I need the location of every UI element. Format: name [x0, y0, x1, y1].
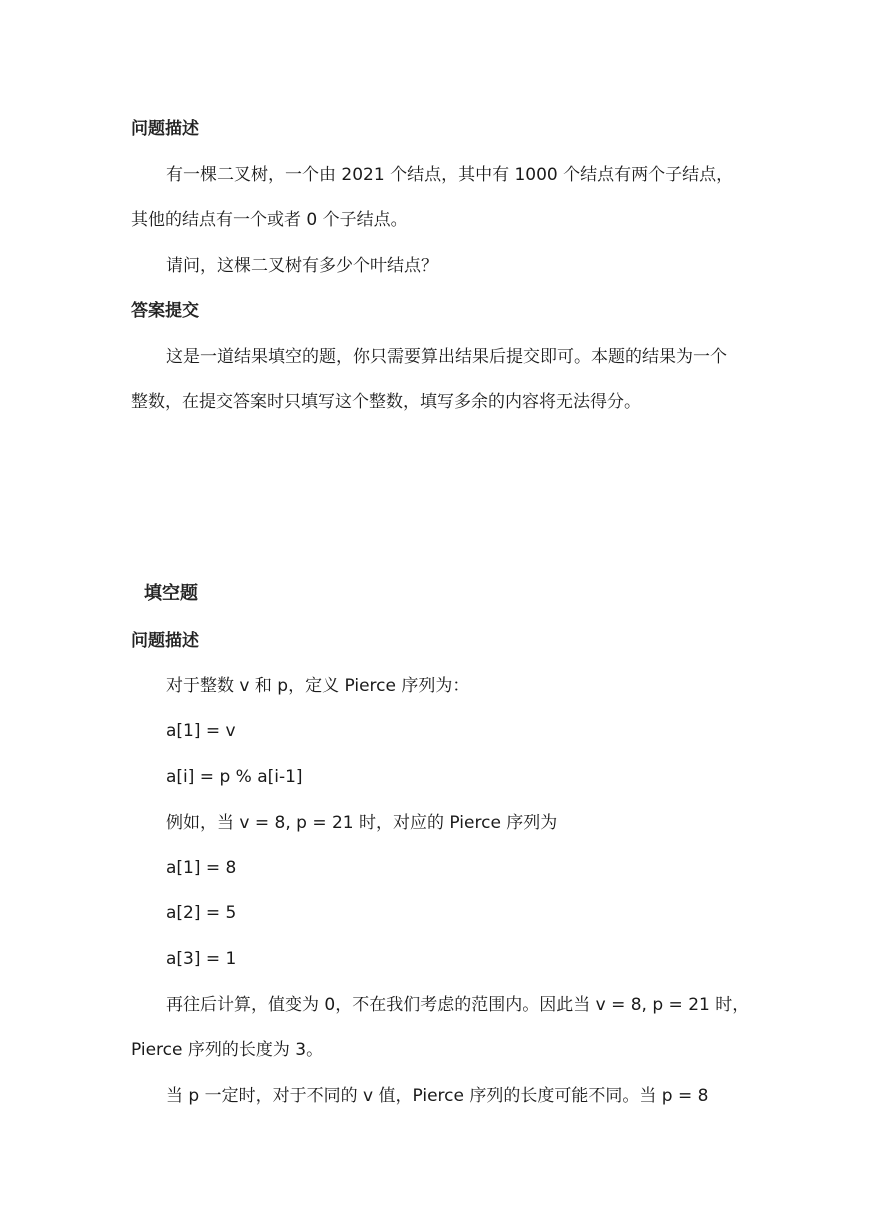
formula-line: a[1] = 8	[166, 858, 237, 878]
answer-submit-heading: 答案提交	[131, 301, 199, 321]
paragraph-line: 这是一道结果填空的题，你只需要算出结果后提交即可。本题的结果为一个	[166, 347, 727, 367]
paragraph-line: 再往后计算，值变为 0，不在我们考虑的范围内。因此当 v = 8, p = 21 时，	[166, 995, 750, 1015]
paragraph-line: 当 p 一定时，对于不同的 v 值，Pierce 序列的长度可能不同。当 p = 8	[166, 1086, 709, 1106]
paragraph-line: 请问，这棵二叉树有多少个叶结点？	[166, 256, 438, 276]
paragraph-line: Pierce 序列的长度为 3。	[131, 1040, 324, 1060]
formula-line: a[1] = v	[166, 721, 236, 741]
paragraph-line: 整数，在提交答案时只填写这个整数，填写多余的内容将无法得分。	[131, 392, 641, 412]
paragraph-line: 有一棵二叉树，一个由 2021 个结点，其中有 1000 个结点有两个子结点，	[166, 165, 734, 185]
formula-line: a[i] = p % a[i-1]	[166, 767, 303, 787]
paragraph-line: 其他的结点有一个或者 0 个子结点。	[131, 210, 408, 230]
section-title: 填空题	[144, 583, 198, 604]
problem-description-heading: 问题描述	[131, 119, 199, 139]
problem-description-heading: 问题描述	[131, 631, 199, 651]
paragraph-line: 例如，当 v = 8, p = 21 时，对应的 Pierce 序列为	[166, 813, 558, 833]
paragraph-line: 对于整数 v 和 p，定义 Pierce 序列为：	[166, 676, 470, 696]
formula-line: a[2] = 5	[166, 903, 237, 923]
formula-line: a[3] = 1	[166, 949, 237, 969]
